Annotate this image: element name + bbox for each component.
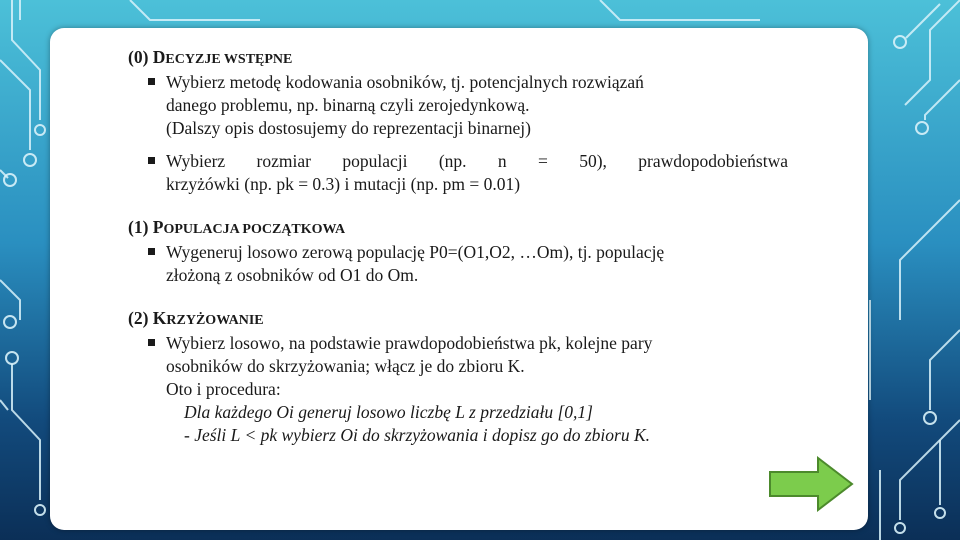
section-0-bullet-1 [128, 71, 788, 140]
bullet-square-icon [148, 339, 155, 346]
section-2-title-rest: RZYŻOWANIE [166, 313, 264, 328]
bullet-text-line: (Dalszy opis dostosujemy do reprezentacji binarnej) [166, 118, 531, 138]
slide-text [128, 46, 788, 447]
procedure-line: - Jeśli L < pk wybierz Oi do skrzyżowania i dopisz go do zbioru K. [184, 425, 651, 445]
section-1-number: (1) [128, 217, 153, 237]
section-0-number: (0) [128, 47, 153, 67]
bullet-text-line: danego problemu, np. binarną czyli zerojedynkową. [166, 95, 530, 115]
section-2-number: (2) [128, 308, 153, 328]
bullet-text-line: Oto i procedura: [166, 379, 281, 399]
section-0-title-rest: ECYZJE WSTĘPNE [165, 52, 293, 67]
section-1-title-rest: OPULACJA POCZĄTKOWA [163, 222, 346, 237]
section-0-title-initial: D [152, 47, 166, 67]
procedure-line: Dla każdego Oi generuj losowo liczbę L z przedziału [0,1] [184, 402, 593, 422]
bullet-text-line: Wygeneruj losowo zerową populację P0=(O1,O2, …Om), tj. populację [166, 242, 665, 262]
bullet-text-line: Wybierz metodę kodowania osobników, tj. potencjalnych rozwiązań [166, 72, 644, 92]
section-1-title-initial: P [152, 217, 164, 237]
bullet-square-icon [148, 78, 155, 85]
bullet-text-line: Wybierz losowo, na podstawie prawdopodobieństwa pk, kolejne pary [166, 333, 653, 353]
bullet-square-icon [148, 248, 155, 255]
section-1-bullet-1 [128, 241, 788, 287]
bullet-text-line: krzyżówki (np. pk = 0.3) i mutacji (np. pm = 0.01) [166, 174, 521, 194]
section-0-heading [128, 46, 788, 71]
section-2-heading [128, 307, 788, 332]
bullet-square-icon [148, 157, 155, 164]
bullet-text-line: osobników do skrzyżowania; włącz je do zbioru K. [166, 356, 525, 376]
right-arrow-icon[interactable] [768, 456, 854, 512]
section-0-bullet-2 [128, 150, 788, 196]
section-2-bullet-1 [128, 332, 788, 447]
bullet-text-line: Wybierz rozmiar populacji (np. n = 50), prawdopodobieństwa [166, 151, 788, 171]
section-2-title-initial: K [152, 308, 167, 328]
section-1-heading [128, 216, 788, 241]
bullet-text-line: złożoną z osobników od O1 do Om. [166, 265, 419, 285]
